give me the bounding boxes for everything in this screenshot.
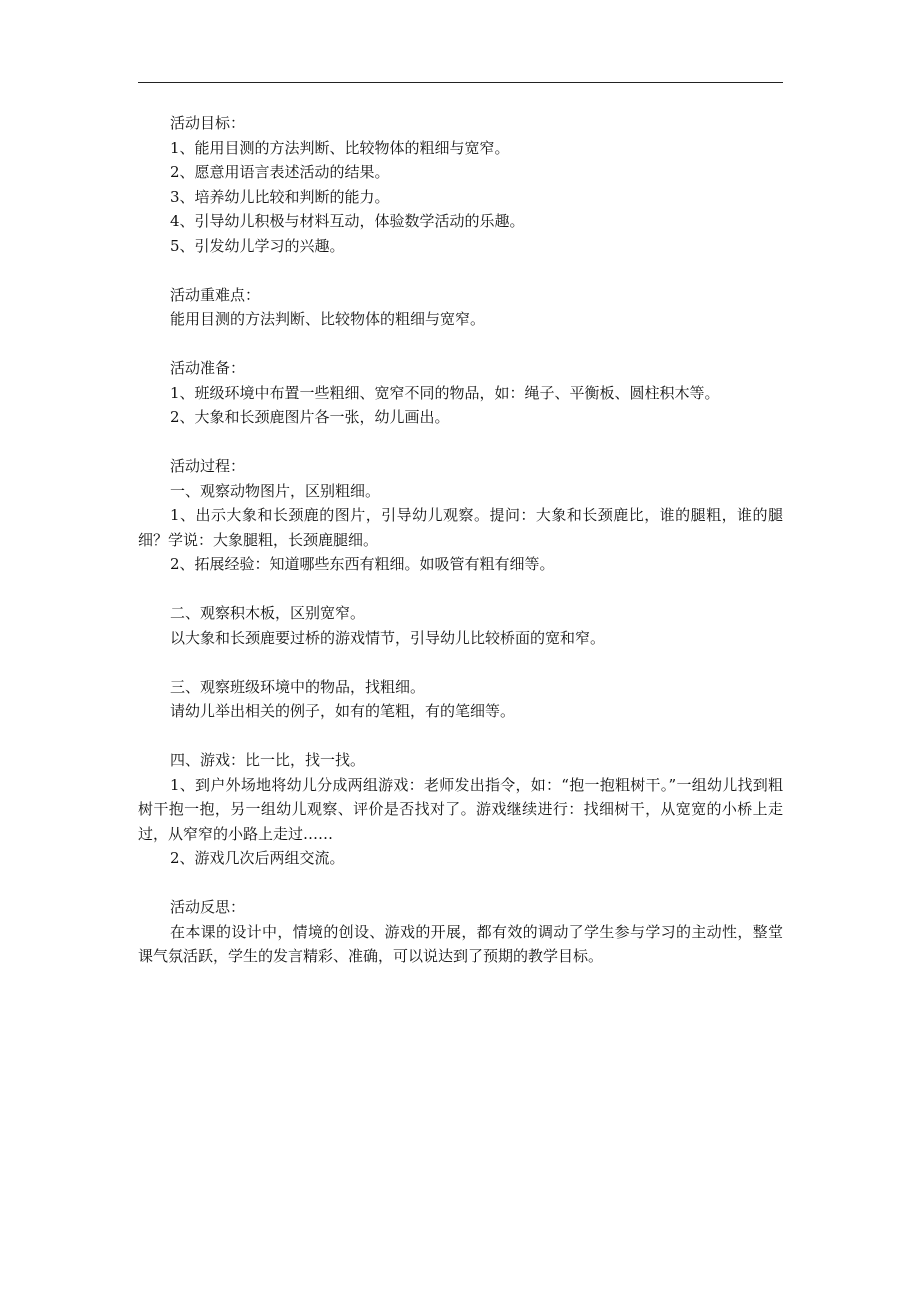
process-item: 2、游戏几次后两组交流。 bbox=[170, 849, 345, 867]
section-heading-goals: 活动目标： bbox=[170, 114, 246, 132]
process-step-heading: 四、游戏：比一比，找一找。 bbox=[170, 751, 366, 769]
paragraph-gap bbox=[138, 430, 783, 455]
paragraph-gap bbox=[138, 650, 783, 675]
process-item: 请幼儿举出相关的例子，如有的笔粗，有的笔细等。 bbox=[170, 702, 516, 720]
process-step-heading: 三、观察班级环境中的物品，找粗细。 bbox=[170, 677, 426, 696]
paragraph-gap bbox=[138, 724, 783, 749]
process-item: 1、到户外场地将幼儿分成两组游戏：老师发出指令，如：“抱一抱粗树干。”一组幼儿找到粗树干抱一抱，另一组幼儿观察、评价是否找对了。游戏继续进行：找细树干，从宽宽的小桥上走过，从窄窄的小路上走过…… bbox=[138, 775, 783, 843]
reflection-text: 在本课的设计中，情境的创设、游戏的开展，都有效的调动了学生参与学习的主动性，整堂课气氛活跃，学生的发言精彩、准确，可以说达到了预期的教学目标。 bbox=[138, 922, 783, 965]
section-heading-process: 活动过程： bbox=[170, 457, 246, 475]
paragraph-gap bbox=[138, 577, 783, 602]
paragraph-gap bbox=[138, 258, 783, 283]
section-heading-reflection: 活动反思： bbox=[170, 898, 246, 916]
document-body bbox=[138, 111, 783, 969]
process-step-heading: 一、观察动物图片，区别粗细。 bbox=[170, 481, 381, 500]
goal-item: 4、引导幼儿积极与材料互动，体验数学活动的乐趣。 bbox=[170, 212, 525, 230]
section-heading-key-points: 活动重难点： bbox=[170, 285, 261, 304]
goal-item: 3、培养幼儿比较和判断的能力。 bbox=[170, 187, 390, 206]
process-item: 2、拓展经验：知道哪些东西有粗细。如吸管有粗有细等。 bbox=[170, 555, 555, 573]
process-item: 1、出示大象和长颈鹿的图片，引导幼儿观察。提问：大象和长颈鹿比，谁的腿粗，谁的腿细？学说：大象腿粗，长颈鹿腿细。 bbox=[138, 506, 783, 549]
preparation-item: 2、大象和长颈鹿图片各一张，幼儿画出。 bbox=[170, 408, 450, 426]
process-step-heading: 二、观察积木板，区别宽窄。 bbox=[170, 604, 366, 622]
process-item: 以大象和长颈鹿要过桥的游戏情节，引导幼儿比较桥面的宽和窄。 bbox=[170, 628, 606, 647]
paragraph-gap bbox=[138, 332, 783, 357]
section-heading-preparation: 活动准备： bbox=[170, 359, 246, 377]
goal-item: 5、引发幼儿学习的兴趣。 bbox=[170, 236, 345, 255]
goal-item: 1、能用目测的方法判断、比较物体的粗细与宽窄。 bbox=[170, 138, 510, 157]
preparation-item: 1、班级环境中布置一些粗细、宽窄不同的物品，如：绳子、平衡板、圆柱积木等。 bbox=[170, 383, 720, 402]
header-rule bbox=[138, 82, 783, 83]
goal-item: 2、愿意用语言表述活动的结果。 bbox=[170, 163, 390, 181]
key-point-text: 能用目测的方法判断、比较物体的粗细与宽窄。 bbox=[170, 310, 486, 328]
paragraph-gap bbox=[138, 871, 783, 896]
